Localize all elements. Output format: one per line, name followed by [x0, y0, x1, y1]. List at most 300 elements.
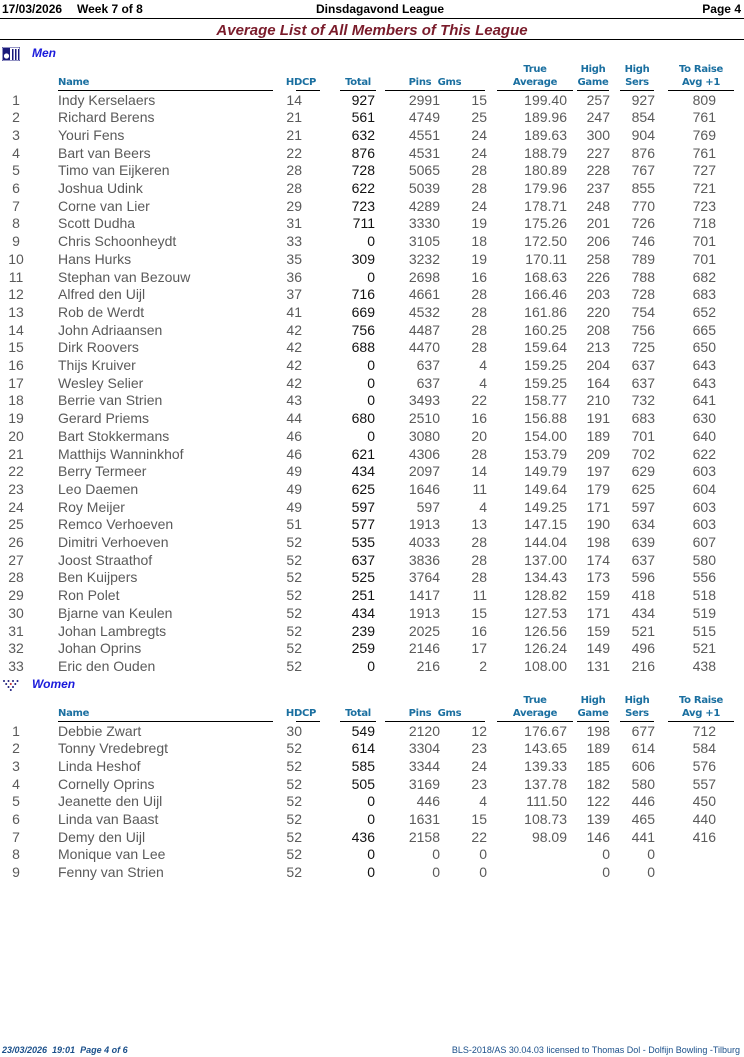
cell-name: Chris Schoonheydt: [58, 233, 177, 250]
cell-avg: 126.56: [524, 622, 567, 639]
cell-name: Corne van Lier: [58, 197, 150, 214]
cell-hg: 139: [586, 811, 610, 827]
cell-rank: 30: [8, 604, 24, 621]
col-header-name-line2: Name: [58, 77, 90, 88]
cell-name: Dirk Roovers: [58, 339, 139, 356]
cell-rank: 7: [12, 828, 20, 845]
cell-gms: 15: [471, 91, 487, 108]
cell-pins: 2158: [408, 828, 440, 845]
col-header-to-raise-line2: Avg +1: [681, 708, 721, 719]
cell-hdcp: 22: [286, 144, 302, 161]
cell-name: Leo Daemen: [58, 480, 139, 497]
cell-total: 0: [367, 864, 375, 881]
bowling-team-icon: [2, 47, 20, 61]
cell-hdcp: 52: [286, 622, 302, 639]
cell-total: 434: [351, 463, 375, 480]
cell-total: 251: [351, 587, 375, 604]
cell-hs: 216: [631, 657, 655, 674]
cell-raise: 721: [692, 180, 716, 196]
cell-gms: 28: [471, 569, 487, 586]
cell-pins: 2025: [408, 622, 440, 639]
cell-raise: 416: [692, 828, 716, 845]
page-header: [0, 1, 744, 19]
cell-pins: 1417: [408, 587, 440, 604]
table-row: [0, 162, 744, 180]
cell-raise: 603: [692, 516, 716, 533]
table-row: [0, 740, 744, 758]
col-header-pins-gms: [385, 76, 485, 89]
cell-rank: 14: [8, 321, 24, 338]
cell-rank: 21: [8, 445, 24, 462]
cell-total: 625: [351, 480, 375, 497]
cell-avg: 188.79: [524, 144, 567, 161]
col-header-true-average-line2: Average: [512, 77, 558, 88]
cell-name: Alfred den Uijl: [58, 286, 146, 303]
cell-hdcp: 21: [286, 126, 302, 143]
cell-name: Eric den Ouden: [58, 657, 156, 674]
table-row: [0, 392, 744, 410]
cell-rank: 17: [8, 374, 24, 391]
col-header-name-line2: Name: [58, 708, 90, 719]
table-row: [0, 375, 744, 393]
cell-hs: 580: [631, 775, 655, 792]
table-row: [0, 286, 744, 304]
table-row: [0, 215, 744, 233]
cell-hs: 597: [631, 498, 655, 515]
table-row: [0, 516, 744, 534]
cell-hg: 204: [586, 357, 610, 373]
table-row: [0, 776, 744, 794]
cell-hdcp: 28: [286, 162, 302, 179]
cell-avg: 172.50: [524, 233, 567, 250]
cell-gms: 28: [471, 286, 487, 303]
table-row: [0, 723, 744, 741]
cell-raise: 515: [692, 622, 716, 639]
cell-avg: 160.25: [524, 321, 567, 338]
cell-name: Monique van Lee: [58, 846, 166, 863]
cell-raise: 604: [692, 480, 716, 497]
cell-avg: 111.50: [526, 793, 567, 810]
cell-hg: 248: [586, 197, 610, 214]
table-row: [0, 322, 744, 340]
week-label: Week 7 of 8: [77, 2, 143, 16]
cell-hdcp: 46: [286, 445, 302, 462]
cell-name: Wesley Selier: [58, 374, 144, 391]
cell-hs: 465: [631, 811, 655, 827]
cell-gms: 22: [471, 392, 487, 409]
cell-hg: 149: [586, 640, 610, 657]
cell-hg: 174: [586, 551, 610, 568]
cell-hg: 0: [602, 864, 610, 881]
cell-total: 622: [351, 180, 375, 196]
cell-raise: 809: [692, 91, 716, 108]
cell-name: Fenny van Strien: [58, 864, 164, 881]
cell-total: 716: [351, 286, 375, 303]
cell-raise: 518: [692, 587, 716, 604]
table-row: [0, 269, 744, 287]
cell-name: Roy Meijer: [58, 498, 125, 515]
cell-raise: 643: [692, 357, 716, 373]
cell-pins: 2120: [408, 722, 440, 739]
table-row: [0, 846, 744, 864]
cell-raise: 769: [692, 126, 716, 143]
section-label: Men: [32, 46, 56, 60]
cell-hg: 191: [586, 410, 610, 427]
cell-raise: 556: [692, 569, 716, 586]
cell-total: 876: [351, 144, 375, 161]
cell-gms: 15: [471, 811, 487, 827]
cell-raise: 665: [692, 321, 716, 338]
col-header-pins-gms: [385, 707, 485, 720]
cell-avg: 147.15: [524, 516, 567, 533]
cell-hs: 625: [631, 480, 655, 497]
footer-timestamp: 23/03/2026 19:01 Page 4 of 6: [2, 1045, 128, 1055]
cell-total: 0: [367, 793, 375, 810]
cell-hg: 208: [586, 321, 610, 338]
cell-raise: 718: [692, 215, 716, 232]
cell-hdcp: 52: [286, 534, 302, 550]
cell-rank: 24: [8, 498, 24, 515]
cell-pins: 4470: [408, 339, 440, 356]
cell-gms: 24: [471, 144, 487, 161]
cell-hdcp: 21: [286, 109, 302, 126]
cell-name: Linda van Baast: [58, 811, 159, 827]
table-row: [0, 92, 744, 110]
cell-hs: 434: [631, 604, 655, 621]
cell-raise: 557: [692, 775, 716, 792]
col-header-high-game-line2: Game: [577, 77, 609, 88]
cell-total: 436: [351, 828, 375, 845]
cell-gms: 17: [471, 640, 487, 657]
cell-name: John Adriaansen: [58, 321, 163, 338]
cell-avg: 134.43: [524, 569, 567, 586]
cell-avg: 137.78: [524, 775, 567, 792]
cell-hg: 197: [586, 463, 610, 480]
cell-hg: 198: [586, 534, 610, 550]
table-row: [0, 793, 744, 811]
cell-rank: 18: [8, 392, 24, 409]
table-row: [0, 864, 744, 882]
cell-raise: 761: [692, 109, 716, 126]
cell-raise: 727: [692, 162, 716, 179]
cell-hdcp: 37: [286, 286, 302, 303]
cell-gms: 16: [471, 410, 487, 427]
cell-hdcp: 52: [286, 793, 302, 810]
cell-pins: 4661: [408, 286, 440, 303]
cell-total: 239: [351, 622, 375, 639]
cell-hdcp: 41: [286, 303, 302, 320]
cell-pins: 1646: [408, 480, 440, 497]
col-header-to-raise-line1: To Raise: [678, 64, 724, 75]
cell-hdcp: 49: [286, 498, 302, 515]
cell-hs: 904: [631, 126, 655, 143]
cell-avg: 128.82: [524, 587, 567, 604]
cell-hdcp: 33: [286, 233, 302, 250]
cell-gms: 28: [471, 162, 487, 179]
cell-hdcp: 46: [286, 427, 302, 444]
cell-rank: 5: [12, 793, 20, 810]
table-row: [0, 658, 744, 676]
cell-rank: 7: [12, 197, 20, 214]
cell-hg: 210: [586, 392, 610, 409]
cell-total: 505: [351, 775, 375, 792]
cell-rank: 23: [8, 480, 24, 497]
cell-name: Matthijs Wanninkhof: [58, 445, 184, 462]
cell-name: Rob de Werdt: [58, 303, 145, 320]
section-men: [0, 46, 744, 62]
cell-pins: 4487: [408, 321, 440, 338]
cell-name: Bart Stokkermans: [58, 427, 170, 444]
cell-avg: 175.26: [524, 215, 567, 232]
cell-avg: 149.64: [524, 480, 567, 497]
bowling-pins-icon: [2, 678, 20, 692]
cell-hg: 122: [586, 793, 610, 810]
cell-hdcp: 51: [286, 516, 302, 533]
col-header-high-sers-line1: High: [624, 64, 650, 75]
league-name: Dinsdagavond League: [316, 2, 445, 16]
col-header-true-average-line1: True: [523, 64, 547, 75]
cell-total: 525: [351, 569, 375, 586]
cell-name: Tonny Vredebregt: [58, 740, 168, 757]
cell-rank: 2: [12, 740, 20, 757]
col-header-total-line2: Total: [345, 708, 371, 719]
cell-total: 723: [351, 197, 375, 214]
report-title: Average List of All Members of This League: [216, 22, 528, 39]
cell-gms: 28: [471, 445, 487, 462]
cell-avg: 199.40: [524, 91, 567, 108]
cell-hg: 0: [602, 846, 610, 863]
cell-name: Linda Heshof: [58, 757, 141, 774]
cell-pins: 2510: [408, 410, 440, 427]
cell-avg: 153.79: [524, 445, 567, 462]
cell-raise: 682: [692, 268, 716, 285]
table-row: [0, 552, 744, 570]
cell-hs: 725: [631, 339, 655, 356]
cell-hg: 198: [586, 722, 610, 739]
cell-rank: 22: [8, 463, 24, 480]
cell-hs: 701: [631, 427, 655, 444]
cell-name: Berry Termeer: [58, 463, 147, 480]
cell-gms: 11: [472, 587, 487, 604]
cell-gms: 28: [471, 534, 487, 550]
cell-hg: 146: [586, 828, 610, 845]
table-row: [0, 304, 744, 322]
cell-hdcp: 49: [286, 463, 302, 480]
table-row: [0, 357, 744, 375]
cell-hdcp: 30: [286, 722, 302, 739]
cell-rank: 1: [12, 722, 20, 739]
cell-rank: 32: [8, 640, 24, 657]
cell-rank: 13: [8, 303, 24, 320]
cell-rank: 29: [8, 587, 24, 604]
table-row: [0, 587, 744, 605]
col-header-high-sers: [620, 694, 654, 720]
cell-avg: 159.25: [524, 374, 567, 391]
cell-avg: 166.46: [524, 286, 567, 303]
cell-hs: 927: [631, 91, 655, 108]
col-header-hdcp-line2: HDCP: [285, 77, 317, 88]
cell-avg: 189.63: [524, 126, 567, 143]
cell-total: 0: [367, 657, 375, 674]
cell-name: Johan Lambregts: [58, 622, 167, 639]
cell-gms: 18: [471, 233, 487, 250]
cell-pins: 2991: [408, 91, 440, 108]
cell-hs: 788: [631, 268, 655, 285]
cell-gms: 23: [471, 775, 487, 792]
cell-rank: 25: [8, 516, 24, 533]
cell-rank: 9: [12, 233, 20, 250]
cell-hdcp: 31: [286, 215, 302, 232]
cell-hg: 300: [586, 126, 610, 143]
cell-total: 0: [367, 268, 375, 285]
cell-name: Timo van Eijkeren: [58, 162, 170, 179]
col-header-total: [340, 76, 376, 89]
cell-hdcp: 52: [286, 775, 302, 792]
col-header-high-sers-line2: Sers: [625, 77, 649, 88]
cell-rank: 26: [8, 534, 24, 550]
cell-hs: 637: [631, 357, 655, 373]
cell-total: 632: [351, 126, 375, 143]
cell-hs: 732: [631, 392, 655, 409]
cell-hg: 182: [586, 775, 610, 792]
cell-avg: 189.96: [524, 109, 567, 126]
cell-gms: 28: [471, 180, 487, 196]
table-row: [0, 640, 744, 658]
report-title-bar: [0, 20, 744, 40]
cell-hg: 220: [586, 303, 610, 320]
cell-name: Demy den Uijl: [58, 828, 146, 845]
cell-raise: 640: [692, 427, 716, 444]
cell-hdcp: 42: [286, 321, 302, 338]
cell-pins: 3493: [408, 392, 440, 409]
cell-pins: 5065: [408, 162, 440, 179]
cell-hs: 754: [631, 303, 655, 320]
cell-hdcp: 42: [286, 339, 302, 356]
cell-hg: 189: [586, 740, 610, 757]
col-header-high-game: [577, 694, 609, 720]
cell-gms: 11: [472, 480, 487, 497]
col-header-high-sers: [620, 63, 654, 89]
cell-total: 561: [351, 109, 375, 126]
cell-name: Cornelly Oprins: [58, 775, 155, 792]
cell-rank: 33: [8, 657, 24, 674]
cell-gms: 25: [471, 109, 487, 126]
footer-license: BLS-2018/AS 30.04.03 licensed to Thomas Dol - Dolfijn Bowling -Tilburg: [451, 1045, 740, 1055]
report-date: 17/03/2026: [2, 2, 63, 16]
cell-hdcp: 28: [286, 180, 302, 196]
cell-avg: 159.64: [524, 339, 567, 356]
cell-avg: 144.04: [524, 534, 567, 550]
cell-hs: 441: [631, 828, 655, 845]
cell-hs: 0: [647, 864, 655, 881]
table-row: [0, 428, 744, 446]
cell-rank: 16: [8, 357, 24, 373]
cell-avg: 143.65: [524, 740, 567, 757]
cell-hs: 639: [631, 534, 655, 550]
cell-total: 434: [351, 604, 375, 621]
cell-pins: 0: [432, 864, 440, 881]
cell-name: Bjarne van Keulen: [58, 604, 173, 621]
cell-name: Thijs Kruiver: [58, 357, 136, 373]
cell-rank: 12: [8, 286, 24, 303]
cell-pins: 3344: [408, 757, 440, 774]
cell-gms: 15: [471, 604, 487, 621]
cell-hs: 726: [631, 215, 655, 232]
cell-total: 621: [351, 445, 375, 462]
cell-pins: 3169: [408, 775, 440, 792]
table-row: [0, 198, 744, 216]
cell-pins: 4531: [408, 144, 440, 161]
cell-gms: 24: [471, 126, 487, 143]
table-row: [0, 145, 744, 163]
cell-pins: 216: [416, 657, 440, 674]
cell-name: Remco Verhoeven: [58, 516, 174, 533]
cell-total: 0: [367, 357, 375, 373]
cell-total: 259: [351, 640, 375, 657]
cell-hg: 213: [586, 339, 610, 356]
cell-gms: 4: [479, 374, 487, 391]
cell-rank: 3: [12, 126, 20, 143]
cell-gms: 19: [471, 250, 487, 267]
cell-name: Dimitri Verhoeven: [58, 534, 169, 550]
col-header-high-game: [577, 63, 609, 89]
cell-pins: 2097: [408, 463, 440, 480]
cell-name: Ron Polet: [58, 587, 120, 604]
cell-avg: 126.24: [524, 640, 567, 657]
col-header-high-sers-line1: High: [624, 695, 650, 706]
cell-hs: 637: [631, 374, 655, 391]
col-header-name: [58, 76, 273, 89]
cell-rank: 15: [8, 339, 24, 356]
cell-pins: 3836: [408, 551, 440, 568]
cell-rank: 10: [8, 250, 24, 267]
cell-total: 756: [351, 321, 375, 338]
cell-pins: 2146: [408, 640, 440, 657]
cell-hdcp: 52: [286, 587, 302, 604]
cell-hg: 258: [586, 250, 610, 267]
col-header-name: [58, 707, 273, 720]
col-header-high-game-line1: High: [580, 695, 606, 706]
cell-hs: 0: [647, 846, 655, 863]
cell-pins: 4551: [408, 126, 440, 143]
cell-hs: 855: [631, 180, 655, 196]
table-row: [0, 109, 744, 127]
cell-total: 0: [367, 392, 375, 409]
cell-total: 927: [351, 91, 375, 108]
cell-total: 535: [351, 534, 375, 550]
cell-hg: 247: [586, 109, 610, 126]
cell-avg: 154.00: [524, 427, 567, 444]
cell-raise: 683: [692, 286, 716, 303]
cell-hg: 173: [586, 569, 610, 586]
cell-hg: 159: [586, 587, 610, 604]
cell-hdcp: 36: [286, 268, 302, 285]
cell-total: 0: [367, 846, 375, 863]
cell-raise: 438: [692, 657, 716, 674]
cell-pins: 5039: [408, 180, 440, 196]
cell-gms: 4: [479, 498, 487, 515]
cell-rank: 6: [12, 811, 20, 827]
cell-pins: 4306: [408, 445, 440, 462]
col-header-high-game-line1: High: [580, 64, 606, 75]
cell-pins: 3764: [408, 569, 440, 586]
cell-pins: 3105: [408, 233, 440, 250]
cell-name: Indy Kerselaers: [58, 91, 156, 108]
cell-avg: 178.71: [524, 197, 567, 214]
cell-hg: 179: [586, 480, 610, 497]
table-row: [0, 233, 744, 251]
cell-name: Bart van Beers: [58, 144, 151, 161]
